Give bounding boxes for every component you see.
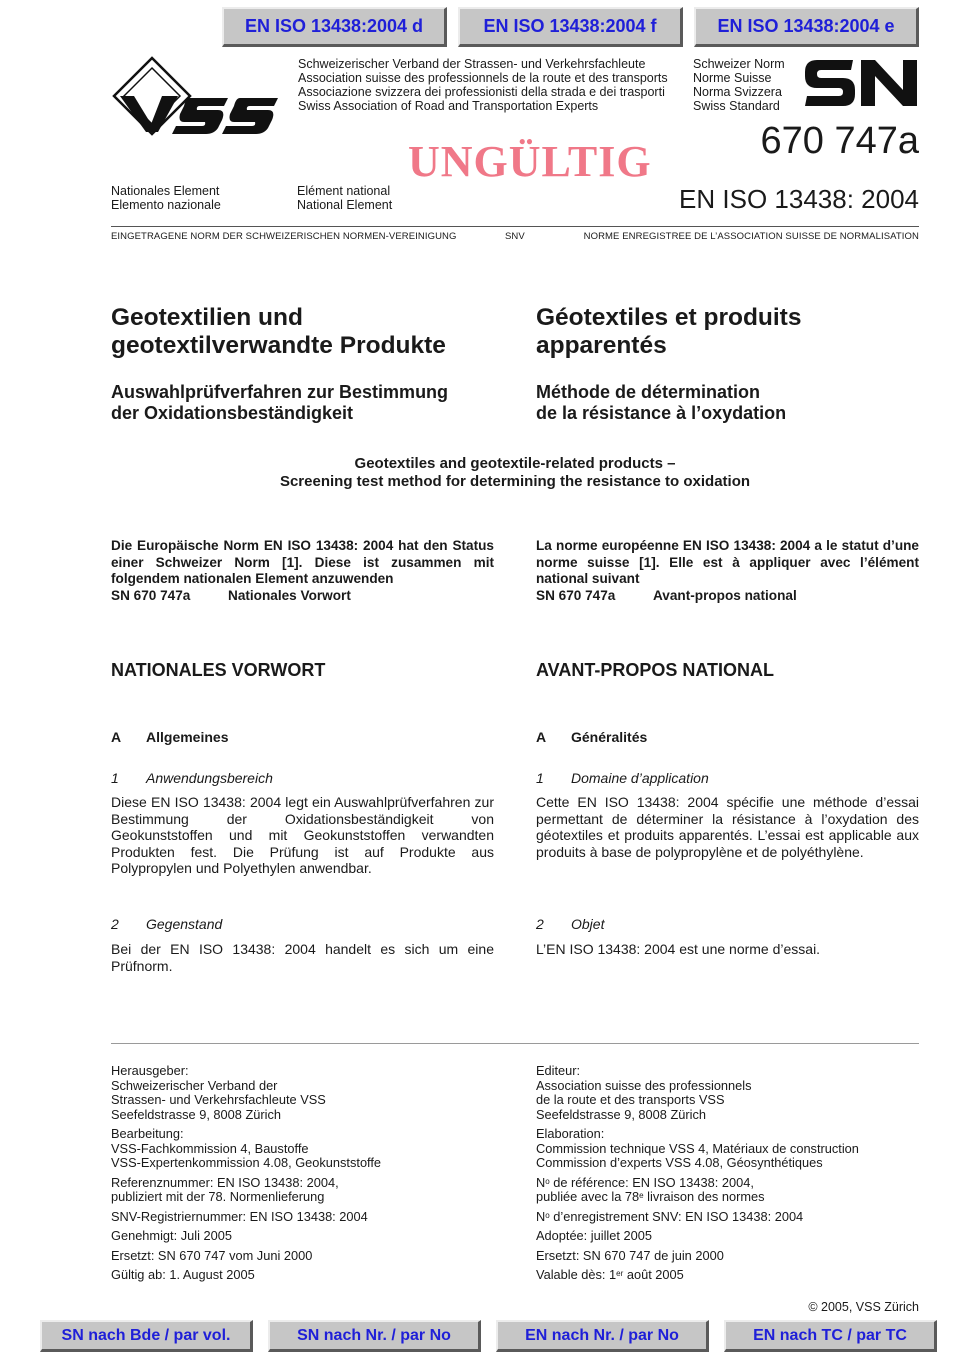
scope-text-de: Diese EN ISO 13438: 2004 legt ein Auswahlprüfverfahren zur Bestimmung der Oxidationsbeständigkeit von Geokunststoffen und mit Geokunststoffen verwandten Produkten fest. Die Prüfung ist auf Produkte aus Polypropylen und Polyethylen anwendbar. xyxy=(111,794,494,876)
subsection-1-de: 1 Anwendungsbereich xyxy=(111,770,273,786)
title-en: Geotextiles and geotextile-related products – Screening test method for determining the resistance to oxidation xyxy=(279,455,751,490)
registry-left: EINGETRAGENE NORM DER SCHWEIZERISCHEN NORMEN-VEREINIGUNG xyxy=(111,231,457,242)
en-standard-number: EN ISO 13438: 2004 xyxy=(679,184,919,214)
nav-en-e-button[interactable]: EN ISO 13438:2004 e xyxy=(694,7,919,47)
footer-fr: Editeur: Association suisse des professionnels de la route et des transports VSS Seefeldstrasse 9, 8008 Zürich Elaboration: Commission technique VSS 4, Matériaux de construction Commission d’experts VSS 4.08, Géosynthétiques $N^o$ de référence: EN ISO 13438: 2004, publiée avec la 78e livraison des normes $N^o$ d’enregistrement SNV: EN ISO 13438: 2004 Adoptée: juillet 2005 Ersetzt: SN 670 747 de juin 2000 Valable dès: 1er août 2005 xyxy=(536,1063,859,1282)
nav-en-by-number-button[interactable]: EN nach Nr. / par No xyxy=(496,1320,709,1352)
header-divider xyxy=(111,226,919,227)
section-a-fr: A Généralités xyxy=(536,729,648,745)
element-label-left: Nationales Element Elemento nazionale xyxy=(111,184,221,212)
subsection-2-de: 2 Gegenstand xyxy=(111,916,223,932)
norm-type-labels: Schweizer Norm Norme Suisse Norma Svizzera Swiss Standard xyxy=(693,57,785,113)
intro-de: Die Europäische Norm EN ISO 13438: 2004 hat den Status einer Schweizer Norm [1]. Diese ist zusammen mit folgendem nationalen Element anzuwenden SN 670 747a Nationales Vorwort xyxy=(111,538,494,603)
nav-sn-by-volume-button[interactable]: SN nach Bde / par vol. xyxy=(40,1320,253,1352)
intro-fr: La norme européenne EN ISO 13438: 2004 a le statut d’une norme suisse [1]. Elle est à appliquer avec l’élément national suivant SN 670 747a Avant-propos national xyxy=(536,538,919,603)
invalid-stamp: UNGÜLTIG xyxy=(408,137,652,186)
sn-logo xyxy=(803,56,919,108)
title-de: Geotextilien und geotextilverwandte Produkte xyxy=(111,304,446,359)
subject-text-de: Bei der EN ISO 13438: 2004 handelt es sich um eine Prüfnorm. xyxy=(111,941,494,974)
nav-en-f-button[interactable]: EN ISO 13438:2004 f xyxy=(458,7,683,47)
element-label-right: Elément national National Element xyxy=(297,184,393,212)
subject-text-fr: L’EN ISO 13438: 2004 est une norme d’essai. xyxy=(536,941,821,957)
copyright: © 2005, VSS Zürich xyxy=(808,1300,919,1314)
norm-number: 670 747a xyxy=(760,120,919,162)
heading-avant-propos: AVANT-PROPOS NATIONAL xyxy=(536,660,774,680)
subsection-2-fr: 2 Objet xyxy=(536,916,605,932)
section-a-de: A Allgemeines xyxy=(111,729,229,745)
scope-text-fr: Cette EN ISO 13438: 2004 spécifie une méthode d’essai permettant de déterminer la résistance à l’oxydation des géotextiles et produits apparentés. L’essai est applicable aux produits à base de polypropylène et de polyéthylène. xyxy=(536,794,919,860)
registry-right: NORME ENREGISTREE DE L’ASSOCIATION SUISSE DE NORMALISATION xyxy=(583,231,919,242)
subtitle-fr: Méthode de détermination de la résistance à l’oxydation xyxy=(536,382,787,423)
vss-logo xyxy=(110,56,295,140)
heading-nationales-vorwort: NATIONALES VORWORT xyxy=(111,660,326,680)
registry-snv: SNV xyxy=(505,231,525,242)
subtitle-de: Auswahlprüfverfahren zur Bestimmung der Oxidationsbeständigkeit xyxy=(111,382,449,423)
association-names: Schweizerischer Verband der Strassen- und Verkehrsfachleute Association suisse des professionnels de la route et des transports Associazione svizzera dei professionisti della strada e dei trasporti Swiss Association of Road and Transportation Experts xyxy=(298,57,668,113)
nav-en-by-tc-button[interactable]: EN nach TC / par TC xyxy=(724,1320,937,1352)
nav-sn-by-number-button[interactable]: SN nach Nr. / par No xyxy=(268,1320,481,1352)
title-fr: Géotextiles et produits apparentés xyxy=(536,304,802,359)
footer-divider xyxy=(111,1043,919,1044)
nav-en-d-button[interactable]: EN ISO 13438:2004 d xyxy=(222,7,447,47)
subsection-1-fr: 1 Domaine d’application xyxy=(536,770,709,786)
footer-de: Herausgeber: Schweizerischer Verband der Strassen- und Verkehrsfachleute VSS Seefeldstrasse 9, 8008 Zürich Bearbeitung: VSS-Fachkommission 4, Baustoffe VSS-Expertenkommission 4.08, Geokunststoffe Referenznummer: EN ISO 13438: 2004, publiziert mit der 78. Normenlieferung SNV-Registriernummer: EN ISO 13438: 2004 Genehmigt: Juli 2005 Ersetzt: SN 670 747 vom Juni 2000 Gültig ab: 1. August 2005 xyxy=(111,1063,382,1282)
